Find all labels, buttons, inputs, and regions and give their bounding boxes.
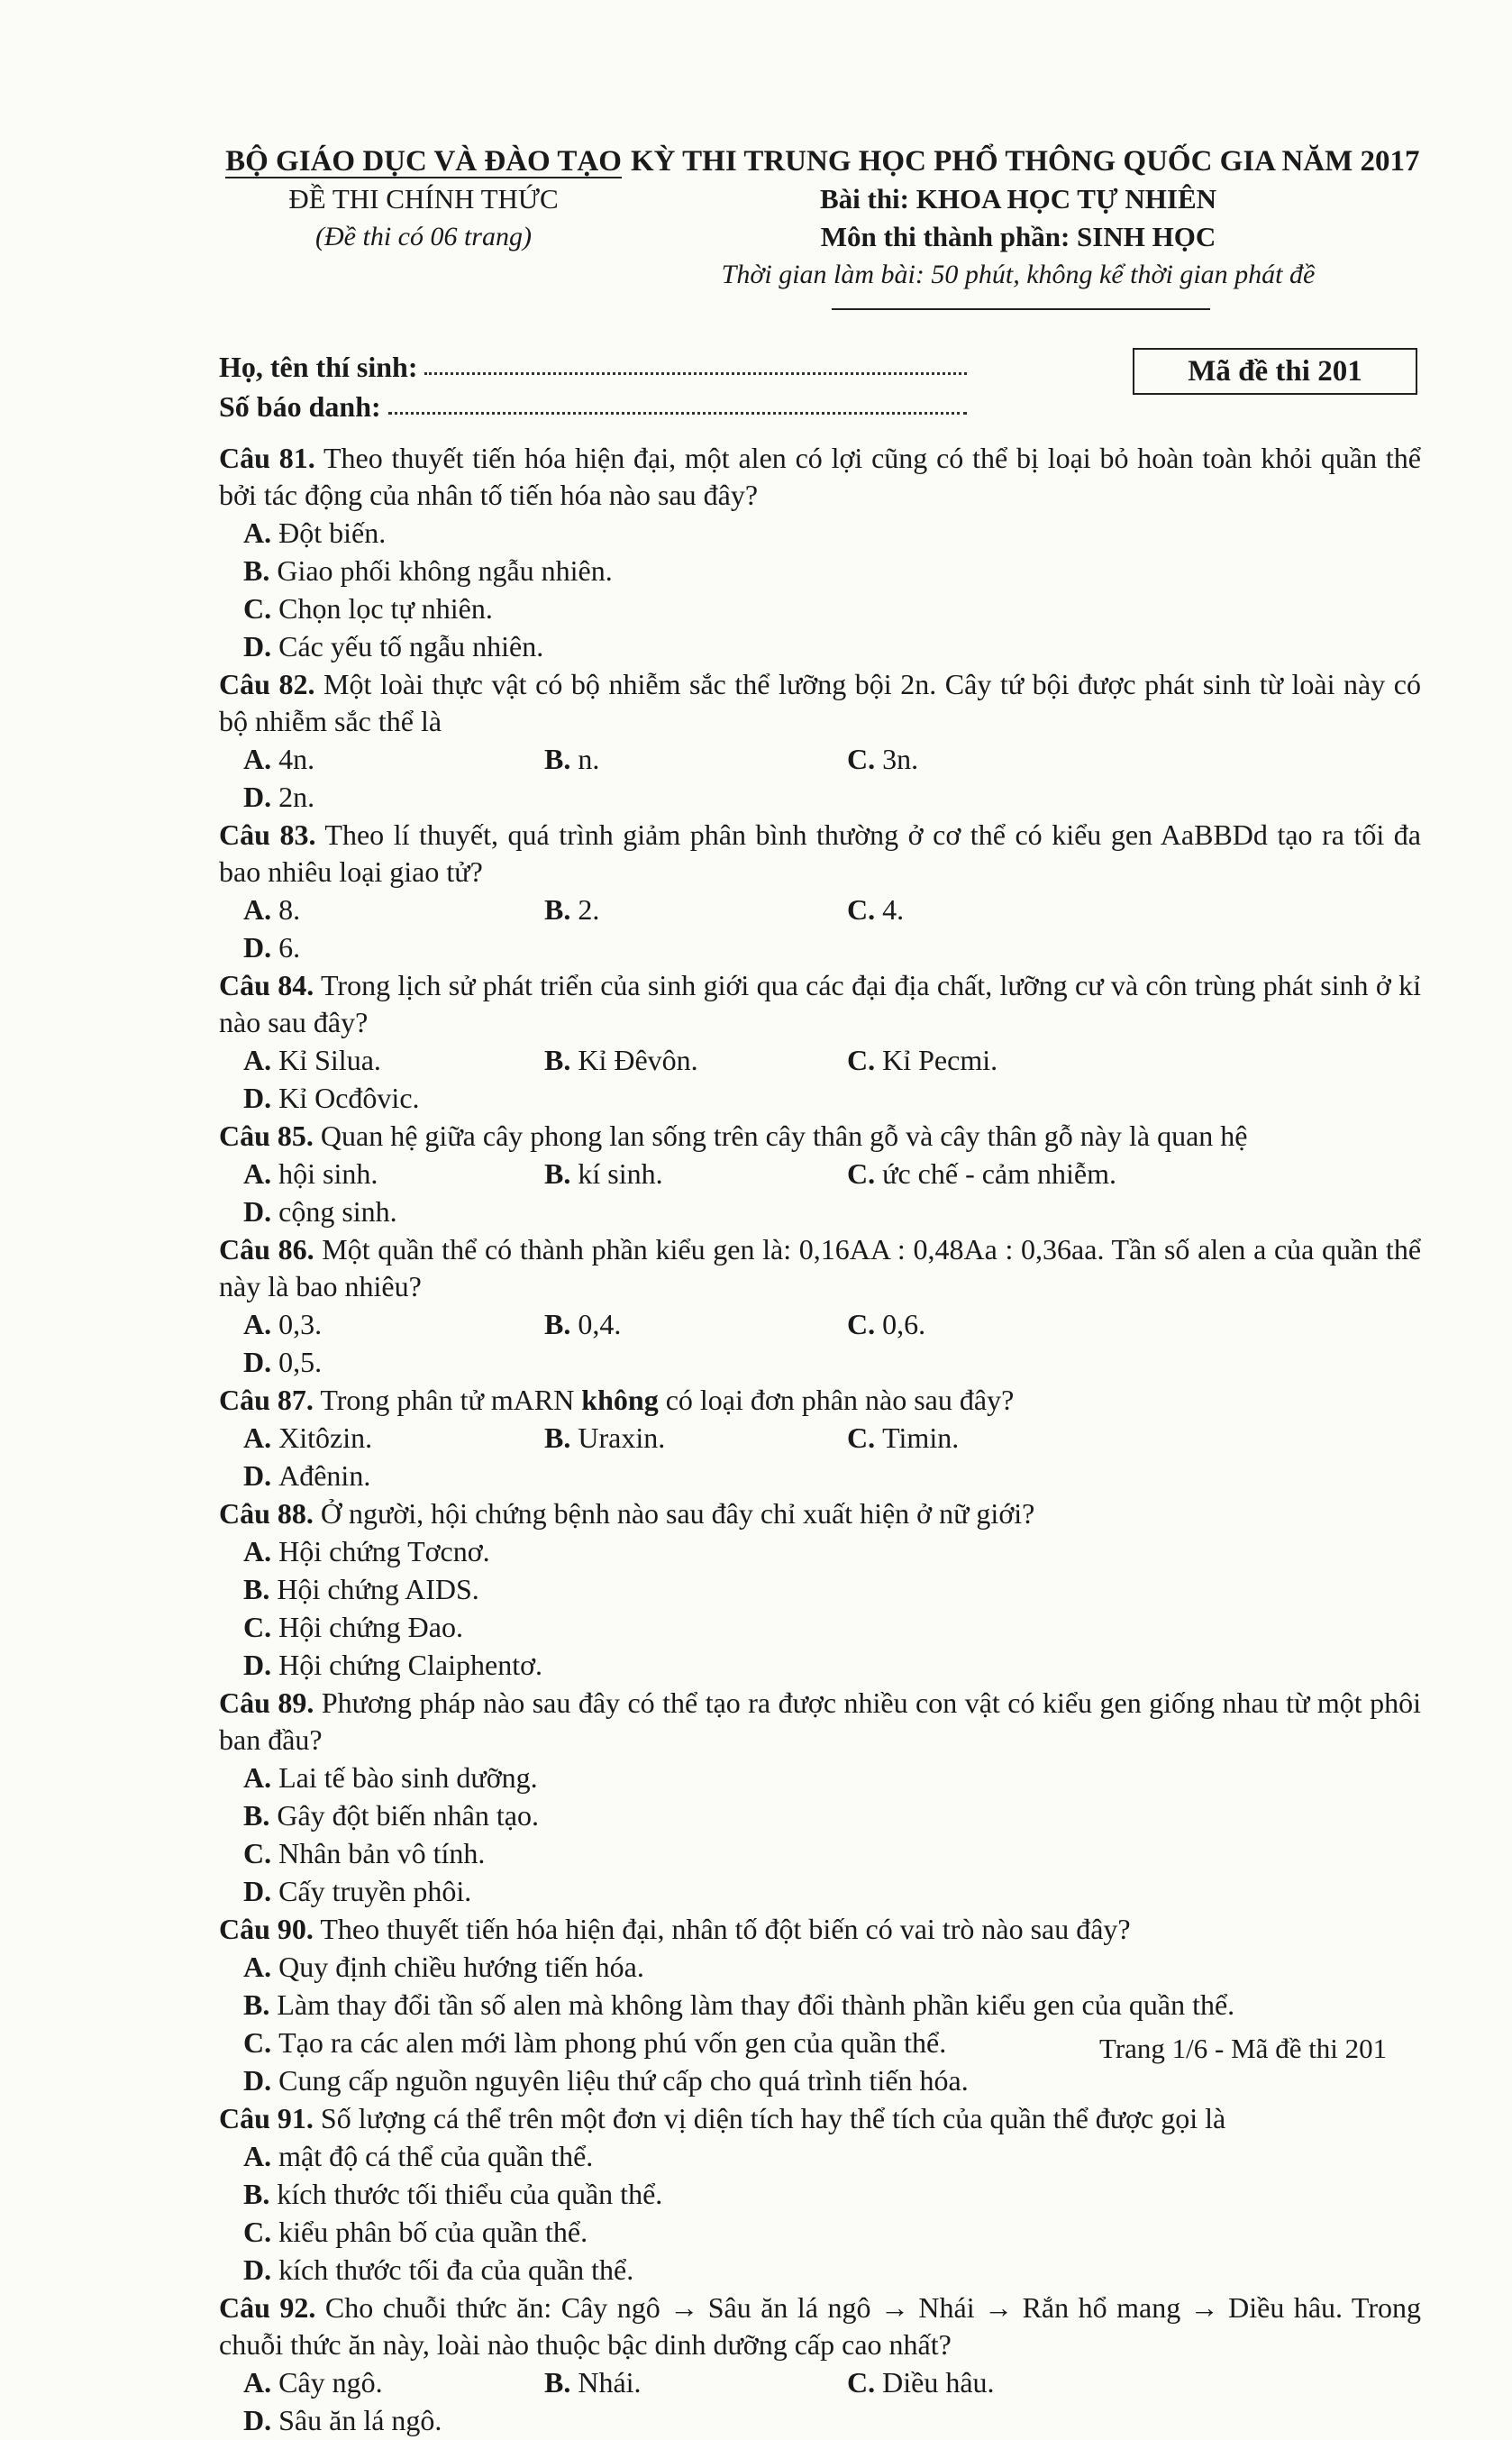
answer-options: [219, 2363, 1421, 2439]
option-text: Cấy truyền phôi.: [278, 1875, 472, 1907]
answer-option: [847, 891, 1148, 928]
option-text: mật độ cá thể của quần thể.: [278, 2140, 594, 2172]
question-stem: [219, 1231, 1421, 1305]
header-left: [225, 142, 622, 256]
answer-option: [243, 1343, 538, 1381]
question-text-pre: Trong phân tử mARN: [320, 1384, 582, 1416]
answer-option: [243, 2175, 833, 2213]
question-stem: [219, 1685, 1421, 1759]
option-letter: A.: [243, 893, 272, 926]
question-text: Số lượng cá thể trên một đơn vị diện tích hay thể tích của quần thể được gọi là: [320, 2102, 1226, 2134]
option-letter: B.: [243, 554, 270, 587]
question-text: Một quần thể có thành phần kiểu gen là: 0,16AA : 0,48Aa : 0,36aa. Tần số alen a của quần thể này là bao nhiêu?: [219, 1233, 1422, 1302]
answer-option: [243, 1759, 847, 1796]
candidate-id-label: Số báo danh:: [219, 390, 381, 423]
answer-options: [219, 1305, 1421, 1381]
option-letter: C.: [847, 1044, 876, 1076]
option-text: Cây ngô.: [278, 2366, 383, 2399]
question-84: [219, 967, 1421, 1117]
option-letter: C.: [243, 1611, 272, 1643]
page-footer: Trang 1/6 - Mã đề thi 201: [1099, 2033, 1388, 2064]
answer-option: [544, 740, 847, 778]
answer-option: [243, 740, 544, 778]
question-stem: [219, 967, 1421, 1041]
answer-option: [243, 552, 833, 589]
question-number: Câu 83.: [219, 818, 316, 851]
option-letter: C.: [243, 2026, 272, 2059]
answer-option: [243, 1796, 833, 1834]
answer-option: [847, 1305, 1148, 1343]
header-right: [631, 142, 1420, 294]
option-letter: B.: [544, 1044, 571, 1076]
candidate-name-label: Họ, tên thí sinh:: [219, 351, 418, 383]
header-divider: [832, 308, 1210, 310]
option-text: 0,3.: [278, 1308, 323, 1340]
paper-name: Bài thi: KHOA HỌC TỰ NHIÊN: [819, 183, 1217, 215]
answer-option: [847, 1419, 1148, 1457]
question-text: Cho chuỗi thức ăn: Cây ngô → Sâu ăn lá ngô → Nhái → Rắn hổ mang → Diều hâu. Trong chuỗi thức ăn này, loài nào thuộc bậc dinh dưỡng cấp cao nhất?: [219, 2291, 1422, 2361]
option-letter: D.: [243, 1195, 272, 1228]
question-stem: [219, 666, 1421, 740]
candidate-id-row: [219, 387, 967, 426]
option-text: 3n.: [882, 743, 919, 775]
option-text: 4n.: [278, 743, 315, 775]
question-number: Câu 81.: [219, 442, 315, 474]
answer-option: [243, 2061, 1421, 2099]
answer-option: [847, 1041, 1148, 1079]
answer-option: [243, 1986, 1421, 2024]
option-letter: A.: [243, 1044, 272, 1076]
option-letter: A.: [243, 743, 272, 775]
question-87: [219, 1382, 1421, 1494]
answer-option: [243, 1419, 544, 1457]
option-letter: A.: [243, 1421, 272, 1454]
answer-option: [544, 1155, 847, 1193]
option-text: Uraxin.: [578, 1421, 666, 1454]
option-letter: C.: [847, 1308, 876, 1340]
option-text: Giao phối không ngẫu nhiên.: [277, 554, 613, 587]
question-number: Câu 84.: [219, 969, 314, 1001]
option-letter: A.: [243, 1157, 272, 1190]
option-text: 2n.: [278, 781, 315, 813]
option-text: ức chế - cảm nhiễm.: [882, 1157, 1116, 1190]
question-stem: [219, 2289, 1421, 2363]
option-text: Hội chứng AIDS.: [277, 1573, 479, 1605]
answer-option: [243, 1608, 847, 1646]
answer-option: [243, 1570, 833, 1608]
option-letter: D.: [243, 1346, 272, 1378]
question-81: [219, 440, 1421, 665]
question-text: Theo thuyết tiến hóa hiện đại, một alen có lợi cũng có thể bị loại bỏ hoàn toàn khỏi quần thể bởi tác động của nhân tố tiến hóa nào sau đây?: [219, 442, 1422, 511]
question-text: Trong lịch sử phát triển của sinh giới qua các đại địa chất, lưỡng cư và côn trùng phát sinh ở kỉ nào sau đây?: [219, 969, 1422, 1038]
option-text: Chọn lọc tự nhiên.: [278, 592, 493, 625]
option-text: cộng sinh.: [278, 1195, 397, 1228]
option-letter: B.: [544, 1157, 571, 1190]
question-stem: [219, 1911, 1421, 1948]
exam-title: KỲ THI TRUNG HỌC PHỔ THÔNG QUỐC GIA NĂM 2017: [631, 145, 1420, 178]
option-text: kí sinh.: [578, 1157, 663, 1190]
question-86: [219, 1231, 1421, 1381]
ministry-name: BỘ GIÁO DỤC VÀ ĐÀO TẠO: [225, 145, 622, 178]
candidate-name-row: [219, 347, 967, 387]
option-text: Quy định chiều hướng tiến hóa.: [278, 1951, 644, 1983]
answer-option: [243, 891, 544, 928]
option-text: Sâu ăn lá ngô.: [278, 2404, 442, 2436]
option-text: Làm thay đổi tần số alen mà không làm thay đổi thành phần kiểu gen của quần thể.: [277, 1988, 1235, 2021]
option-text: Diều hâu.: [882, 2366, 995, 2399]
option-letter: B.: [243, 2178, 270, 2210]
question-stem: [219, 440, 1421, 514]
answer-option: [243, 2251, 833, 2289]
question-number: Câu 89.: [219, 1686, 314, 1719]
question-number: Câu 86.: [219, 1233, 314, 1266]
answer-option: [243, 1155, 544, 1193]
question-83: [219, 817, 1421, 966]
answer-option: [243, 2363, 544, 2401]
option-text: Cung cấp nguồn nguyên liệu thứ cấp cho quá trình tiến hóa.: [278, 2064, 969, 2097]
option-letter: C.: [243, 1837, 272, 1869]
question-text: Một loài thực vật có bộ nhiễm sắc thể lưỡng bội 2n. Cây tứ bội được phát sinh từ loài này có bộ nhiễm sắc thể là: [219, 668, 1422, 737]
option-text: kiểu phân bố của quần thể.: [278, 2216, 588, 2248]
answer-option: [243, 1305, 544, 1343]
answer-option: [243, 1079, 538, 1117]
question-number: Câu 92.: [219, 2291, 316, 2324]
answer-options: [219, 1532, 1421, 1684]
answer-options: [219, 1041, 1421, 1117]
option-text: Nhân bản vô tính.: [278, 1837, 486, 1869]
question-88: [219, 1495, 1421, 1684]
exam-code-box: Mã đề thi 201: [1133, 348, 1417, 395]
answer-option: [243, 928, 538, 966]
answer-option: [243, 1532, 847, 1570]
answer-option: [847, 740, 1148, 778]
option-letter: D.: [243, 2404, 272, 2436]
option-letter: B.: [544, 1421, 571, 1454]
answer-option: [544, 1305, 847, 1343]
option-text: 0,4.: [578, 1308, 622, 1340]
option-letter: C.: [847, 1157, 876, 1190]
option-letter: D.: [243, 2064, 272, 2097]
option-text: Tạo ra các alen mới làm phong phú vốn gen của quần thể.: [278, 2026, 947, 2059]
option-text: kích thước tối đa của quần thể.: [278, 2253, 634, 2286]
option-letter: C.: [847, 2366, 876, 2399]
option-letter: C.: [847, 893, 876, 926]
option-text: 0,5.: [278, 1346, 323, 1378]
question-text: Ở người, hội chứng bệnh nào sau đây chỉ xuất hiện ở nữ giới?: [320, 1497, 1035, 1530]
question-82: [219, 666, 1421, 816]
question-92: [219, 2289, 1421, 2439]
answer-option: [243, 514, 847, 552]
question-text-bold: không: [581, 1384, 659, 1416]
answer-option: [243, 1457, 538, 1494]
question-stem: [219, 1495, 1421, 1532]
option-text: Hội chứng Claiphentơ.: [278, 1649, 542, 1681]
question-stem: [219, 2100, 1421, 2137]
option-text: Đột biến.: [278, 516, 387, 549]
option-text: Kỉ Pecmi.: [882, 1044, 998, 1076]
answer-option: [243, 2213, 847, 2251]
answer-option: [544, 2363, 847, 2401]
subject-name: Môn thi thành phần: SINH HỌC: [820, 221, 1216, 252]
question-number: Câu 85.: [219, 1119, 314, 1152]
answer-options: [219, 1419, 1421, 1494]
option-letter: D.: [243, 931, 272, 964]
question-text: Quan hệ giữa cây phong lan sống trên cây thân gỗ và cây thân gỗ này là quan hệ: [320, 1119, 1248, 1152]
option-text: 6.: [278, 931, 301, 964]
answer-option: [243, 1193, 538, 1230]
answer-options: [219, 1948, 1421, 2099]
question-number: Câu 91.: [219, 2102, 314, 2134]
question-text: Theo thuyết tiến hóa hiện đại, nhân tố đột biến có vai trò nào sau đây?: [320, 1913, 1131, 1945]
answer-option: [243, 1872, 833, 1910]
question-text: Phương pháp nào sau đây có thể tạo ra được nhiều con vật có kiểu gen giống nhau từ một phôi ban đầu?: [219, 1686, 1422, 1756]
answer-option: [243, 1948, 1421, 1986]
answer-option: [243, 778, 538, 816]
official-label: ĐỀ THI CHÍNH THỨC: [288, 183, 559, 215]
answer-option: [544, 1041, 847, 1079]
question-text-post: có loại đơn phân nào sau đây?: [658, 1384, 1015, 1416]
question-stem: [219, 817, 1421, 891]
option-letter: A.: [243, 516, 272, 549]
answer-options: [219, 2137, 1421, 2289]
option-text: Hội chứng Tơcnơ.: [278, 1535, 490, 1567]
answer-option: [243, 1041, 544, 1079]
option-text: Kỉ Silua.: [278, 1044, 381, 1076]
option-letter: D.: [243, 2253, 272, 2286]
option-letter: A.: [243, 2366, 272, 2399]
option-letter: D.: [243, 1875, 272, 1907]
candidate-id-field: [388, 387, 967, 415]
question-number: Câu 87.: [219, 1384, 314, 1416]
option-text: Hội chứng Đao.: [278, 1611, 463, 1643]
option-text: n.: [578, 743, 600, 775]
answer-option: [847, 2363, 1148, 2401]
question-90: [219, 1911, 1421, 2099]
option-letter: B.: [544, 743, 571, 775]
answer-options: [219, 740, 1421, 816]
option-text: kích thước tối thiểu của quần thể.: [277, 2178, 663, 2210]
option-text: 0,6.: [882, 1308, 926, 1340]
option-letter: B.: [544, 1308, 571, 1340]
answer-option: [847, 1155, 1148, 1193]
question-stem: [219, 1382, 1421, 1419]
answer-options: [219, 891, 1421, 966]
option-letter: A.: [243, 1761, 272, 1794]
answer-option: [243, 2401, 538, 2439]
question-list: [219, 440, 1421, 2440]
option-text: Timin.: [882, 1421, 960, 1454]
option-letter: D.: [243, 630, 272, 663]
option-text: 2.: [578, 893, 600, 926]
option-letter: B.: [544, 2366, 571, 2399]
option-letter: B.: [544, 893, 571, 926]
option-letter: D.: [243, 1082, 272, 1114]
option-text: Xitôzin.: [278, 1421, 373, 1454]
option-letter: C.: [847, 743, 876, 775]
question-number: Câu 82.: [219, 668, 315, 700]
option-text: Kỉ Đêvôn.: [578, 1044, 698, 1076]
option-letter: A.: [243, 1535, 272, 1567]
answer-options: [219, 1759, 1421, 1910]
option-letter: A.: [243, 1308, 272, 1340]
option-letter: D.: [243, 781, 272, 813]
answer-option: [243, 2137, 847, 2175]
option-text: Các yếu tố ngẫu nhiên.: [278, 630, 544, 663]
option-text: hội sinh.: [278, 1157, 378, 1190]
candidate-name-field: [424, 347, 967, 375]
option-text: Kỉ Ocđôvic.: [278, 1082, 420, 1114]
option-letter: C.: [243, 592, 272, 625]
option-letter: C.: [847, 1421, 876, 1454]
option-text: Lai tế bào sinh dưỡng.: [278, 1761, 538, 1794]
answer-option: [243, 589, 847, 627]
question-89: [219, 1685, 1421, 1910]
answer-options: [219, 1155, 1421, 1230]
answer-options: [219, 514, 1421, 665]
pages-note: (Đề thi có 06 trang): [315, 222, 532, 251]
candidate-info: [219, 347, 967, 426]
question-text: Theo lí thuyết, quá trình giảm phân bình thường ở cơ thể có kiểu gen AaBBDd tạo ra tối đa bao nhiêu loại giao tử?: [219, 818, 1422, 888]
question-91: [219, 2100, 1421, 2289]
option-letter: D.: [243, 1459, 272, 1492]
option-text: Gây đột biến nhân tạo.: [277, 1799, 539, 1832]
option-letter: A.: [243, 1951, 272, 1983]
question-number: Câu 88.: [219, 1497, 314, 1530]
answer-option: [243, 1834, 847, 1872]
option-letter: A.: [243, 2140, 272, 2172]
option-text: Ađênin.: [278, 1459, 371, 1492]
answer-option: [243, 627, 833, 665]
question-85: [219, 1118, 1421, 1230]
duration-note: Thời gian làm bài: 50 phút, không kể thời gian phát đề: [721, 260, 1316, 289]
option-letter: B.: [243, 1799, 270, 1832]
option-text: 4.: [882, 893, 905, 926]
option-text: Nhái.: [578, 2366, 642, 2399]
option-letter: B.: [243, 1988, 270, 2021]
answer-option: [243, 1646, 833, 1684]
question-number: Câu 90.: [219, 1913, 314, 1945]
option-text: 8.: [278, 893, 301, 926]
answer-option: [544, 891, 847, 928]
option-letter: D.: [243, 1649, 272, 1681]
option-letter: B.: [243, 1573, 270, 1605]
question-stem: [219, 1118, 1421, 1155]
option-letter: C.: [243, 2216, 272, 2248]
answer-option: [544, 1419, 847, 1457]
